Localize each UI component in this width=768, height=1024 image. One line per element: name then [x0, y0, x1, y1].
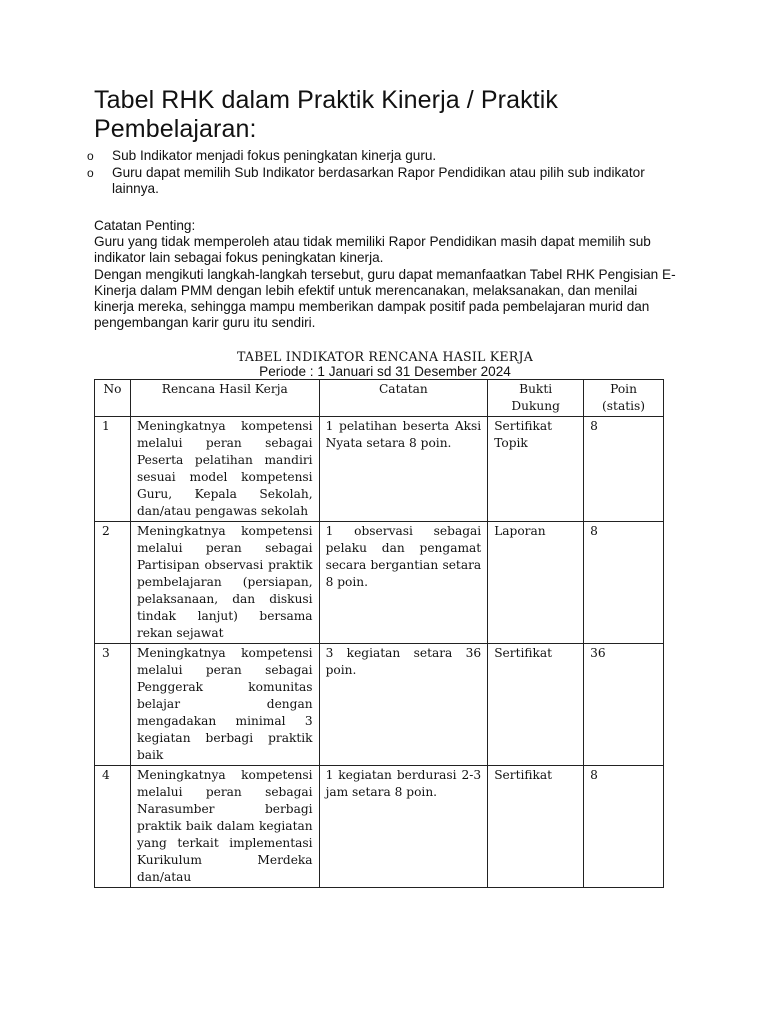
cell-catatan: 1 pelatihan beserta Aksi Nyata setara 8 poin. — [319, 417, 488, 522]
list-item — [87, 148, 676, 164]
bullet-marker: o — [87, 149, 94, 163]
header-no: No — [95, 380, 131, 417]
cell-bukti: Laporan — [488, 522, 584, 644]
notes-paragraph-2: Dengan mengikuti langkah-langkah tersebut, guru dapat memanfaatkan Tabel RHK Pengisian E-Kinerja dalam PMM dengan lebih efektif untuk merencanakan, melaksanakan, dan menilai kinerja mereka, sehingga mampu memberikan dampak positif pada pembelajaran murid dan pengembangan karir guru itu sendiri. — [94, 266, 676, 331]
cell-bukti: Sertifikat — [488, 766, 584, 888]
table-header-row — [95, 380, 664, 417]
cell-no: 4 — [95, 766, 131, 888]
header-catatan: Catatan — [319, 380, 488, 417]
cell-poin: 36 — [584, 644, 664, 766]
cell-rhk: Meningkatnya kompetensi melalui peran sebagai Narasumber berbagi praktik baik dalam kegiatan yang terkait implementasi Kurikulum Merdeka dan/atau — [130, 766, 319, 888]
notes-section — [94, 218, 676, 331]
cell-bukti: Sertifikat — [488, 644, 584, 766]
cell-poin: 8 — [584, 766, 664, 888]
cell-catatan: 1 observasi sebagai pelaku dan pengamat secara bergantian setara 8 poin. — [319, 522, 488, 644]
cell-poin: 8 — [584, 417, 664, 522]
cell-rhk: Meningkatnya kompetensi melalui peran sebagai Partisipan observasi praktik pembelajaran (persiapan, pelaksanaan, dan diskusi tindak lanjut) bersama rekan sejawat — [130, 522, 319, 644]
table-row — [95, 644, 664, 766]
cell-bukti: Sertifikat Topik — [488, 417, 584, 522]
cell-rhk: Meningkatnya kompetensi melalui peran sebagai Penggerak komunitas belajar dengan mengadakan minimal 3 kegiatan berbagi praktik baik — [130, 644, 319, 766]
cell-no: 1 — [95, 417, 131, 522]
table-row — [95, 766, 664, 888]
bullet-text: Sub Indikator menjadi fokus peningkatan kinerja guru. — [112, 148, 437, 163]
table-period: Periode : 1 Januari sd 31 Desember 2024 — [259, 364, 511, 380]
cell-poin: 8 — [584, 522, 664, 644]
bullet-list — [87, 148, 676, 197]
cell-no: 3 — [95, 644, 131, 766]
header-bukti: Bukti Dukung — [488, 380, 584, 417]
cell-catatan: 1 kegiatan berdurasi 2-3 jam setara 8 poin. — [319, 766, 488, 888]
bullet-marker: o — [87, 166, 94, 180]
cell-catatan: 3 kegiatan setara 36 poin. — [319, 644, 488, 766]
table-row — [95, 417, 664, 522]
header-poin: Poin (statis) — [584, 380, 664, 417]
cell-rhk: Meningkatnya kompetensi melalui peran sebagai Peserta pelatihan mandiri sesuai model kompetensi Guru, Kepala Sekolah, dan/atau pengawas sekolah — [130, 417, 319, 522]
list-item — [87, 165, 676, 197]
header-rhk: Rencana Hasil Kerja — [130, 380, 319, 417]
cell-no: 2 — [95, 522, 131, 644]
page-title: Tabel RHK dalam Praktik Kinerja / Praktik Pembelajaran: — [94, 86, 558, 143]
document-page — [87, 86, 676, 888]
table-title: TABEL INDIKATOR RENCANA HASIL KERJA — [236, 349, 534, 365]
rhk-table — [94, 379, 664, 888]
table-row — [95, 522, 664, 644]
notes-paragraph-1: Guru yang tidak memperoleh atau tidak memiliki Rapor Pendidikan masih dapat memilih sub indikator lain sebagai fokus peningkatan kinerja. — [94, 234, 651, 266]
notes-title: Catatan Penting: — [94, 218, 196, 233]
bullet-text: Guru dapat memilih Sub Indikator berdasarkan Rapor Pendidikan atau pilih sub indikator lainnya. — [112, 165, 645, 196]
